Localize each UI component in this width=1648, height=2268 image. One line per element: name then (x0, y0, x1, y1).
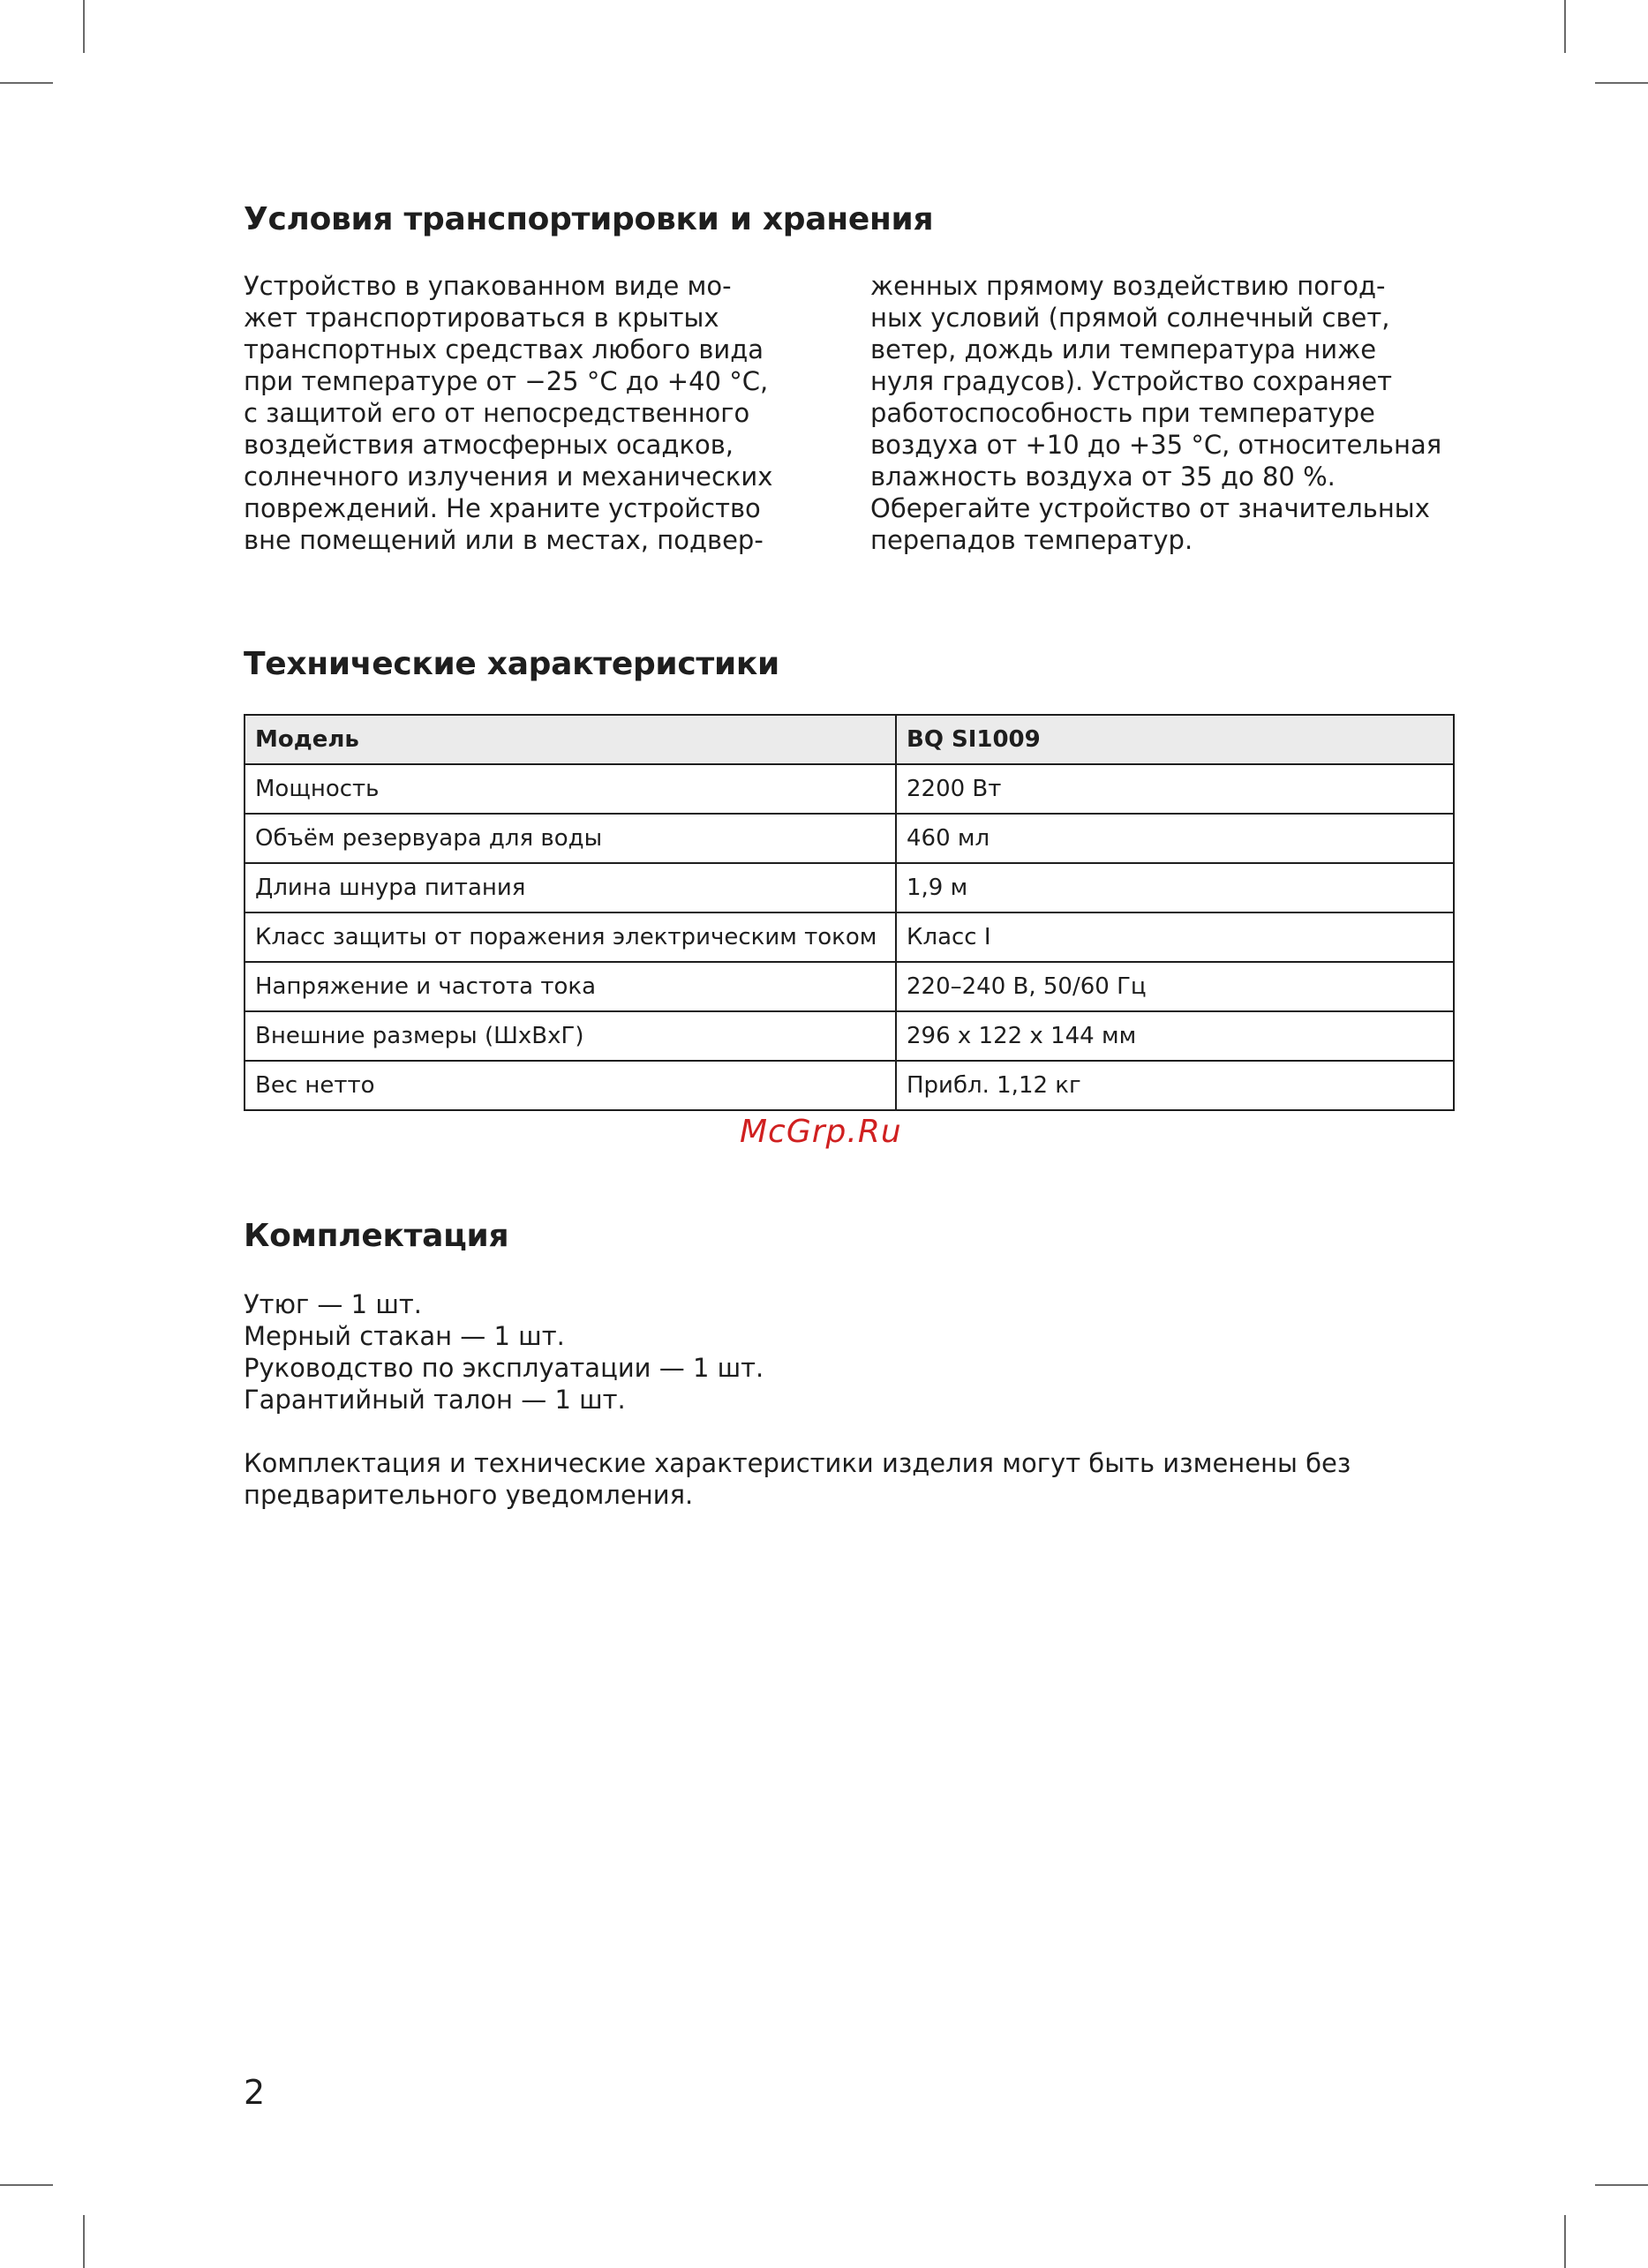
transport-storage-heading: Условия транспортировки и хранения (244, 201, 934, 237)
text-line: вне помещений или в местах, подвер- (244, 525, 764, 555)
table-cell: Модель (245, 715, 896, 764)
crop-mark (1595, 82, 1648, 84)
table-row (245, 863, 1454, 912)
contents-list (244, 1288, 764, 1416)
table-cell: Мощность (245, 764, 896, 814)
list-item: Руководство по эксплуатации — 1 шт. (244, 1353, 764, 1383)
crop-mark (1564, 2215, 1566, 2268)
table-cell: Длина шнура питания (245, 863, 896, 912)
text-line: повреждений. Не храните устройство (244, 493, 761, 523)
crop-mark (0, 2184, 53, 2186)
table-cell: Класс I (896, 912, 1454, 962)
crop-mark (83, 0, 85, 53)
table-cell: 220–240 В, 50/60 Гц (896, 962, 1454, 1011)
contents-heading: Комплектация (244, 1218, 509, 1254)
specs-table (244, 714, 1455, 1111)
text-line: ветер, дождь или температура ниже (870, 334, 1377, 364)
text-line: предварительного уведомления. (244, 1480, 694, 1510)
text-line: работоспособность при температуре (870, 398, 1375, 428)
crop-mark (1564, 0, 1566, 53)
table-row (245, 1011, 1454, 1061)
table-cell: Объём резервуара для воды (245, 814, 896, 863)
table-row (245, 764, 1454, 814)
list-item: Утюг — 1 шт. (244, 1289, 422, 1319)
list-item: Гарантийный талон — 1 шт. (244, 1385, 626, 1415)
transport-text-left-column (244, 270, 809, 556)
table-cell: Класс защиты от поражения электрическим током (245, 912, 896, 962)
table-cell: BQ SI1009 (896, 715, 1454, 764)
table-row (245, 1061, 1454, 1110)
table-header-row (245, 715, 1454, 764)
table-cell: 460 мл (896, 814, 1454, 863)
text-line: ных условий (прямой солнечный свет, (870, 303, 1390, 333)
list-item: Мерный стакан — 1 шт. (244, 1321, 565, 1351)
text-line: Устройство в упакованном виде мо- (244, 271, 732, 301)
text-line: при температуре от −25 °С до +40 °С, (244, 366, 769, 396)
table-cell: Прибл. 1,12 кг (896, 1061, 1454, 1110)
page-number: 2 (244, 2073, 266, 2112)
table-cell: 296 х 122 х 144 мм (896, 1011, 1454, 1061)
contents-note (244, 1447, 1351, 1511)
text-line: жет транспортироваться в крытых (244, 303, 719, 333)
text-line: транспортных средствах любого вида (244, 334, 764, 364)
specs-heading: Технические характеристики (244, 646, 779, 682)
text-line: влажность воздуха от 35 до 80 %. (870, 462, 1336, 492)
table-cell: 1,9 м (896, 863, 1454, 912)
crop-mark (1595, 2184, 1648, 2186)
transport-text-right-column (870, 270, 1453, 556)
watermark: McGrp.Ru (740, 1114, 902, 1150)
table-cell: Вес нетто (245, 1061, 896, 1110)
table-row (245, 912, 1454, 962)
text-line: с защитой его от непосредственного (244, 398, 750, 428)
table-cell: 2200 Вт (896, 764, 1454, 814)
table-cell: Внешние размеры (ШхВхГ) (245, 1011, 896, 1061)
text-line: воздуха от +10 до +35 °С, относительная (870, 430, 1442, 460)
table-row (245, 814, 1454, 863)
text-line: женных прямому воздействию погод- (870, 271, 1386, 301)
text-line: Комплектация и технические характеристики изделия могут быть изменены без (244, 1448, 1351, 1478)
table-row (245, 962, 1454, 1011)
text-line: нуля градусов). Устройство сохраняет (870, 366, 1393, 396)
crop-mark (83, 2215, 85, 2268)
text-line: солнечного излучения и механических (244, 462, 773, 492)
table-cell: Напряжение и частота тока (245, 962, 896, 1011)
crop-mark (0, 82, 53, 84)
text-line: Оберегайте устройство от значительных (870, 493, 1430, 523)
text-line: перепадов температур. (870, 525, 1193, 555)
text-line: воздействия атмосферных осадков, (244, 430, 734, 460)
